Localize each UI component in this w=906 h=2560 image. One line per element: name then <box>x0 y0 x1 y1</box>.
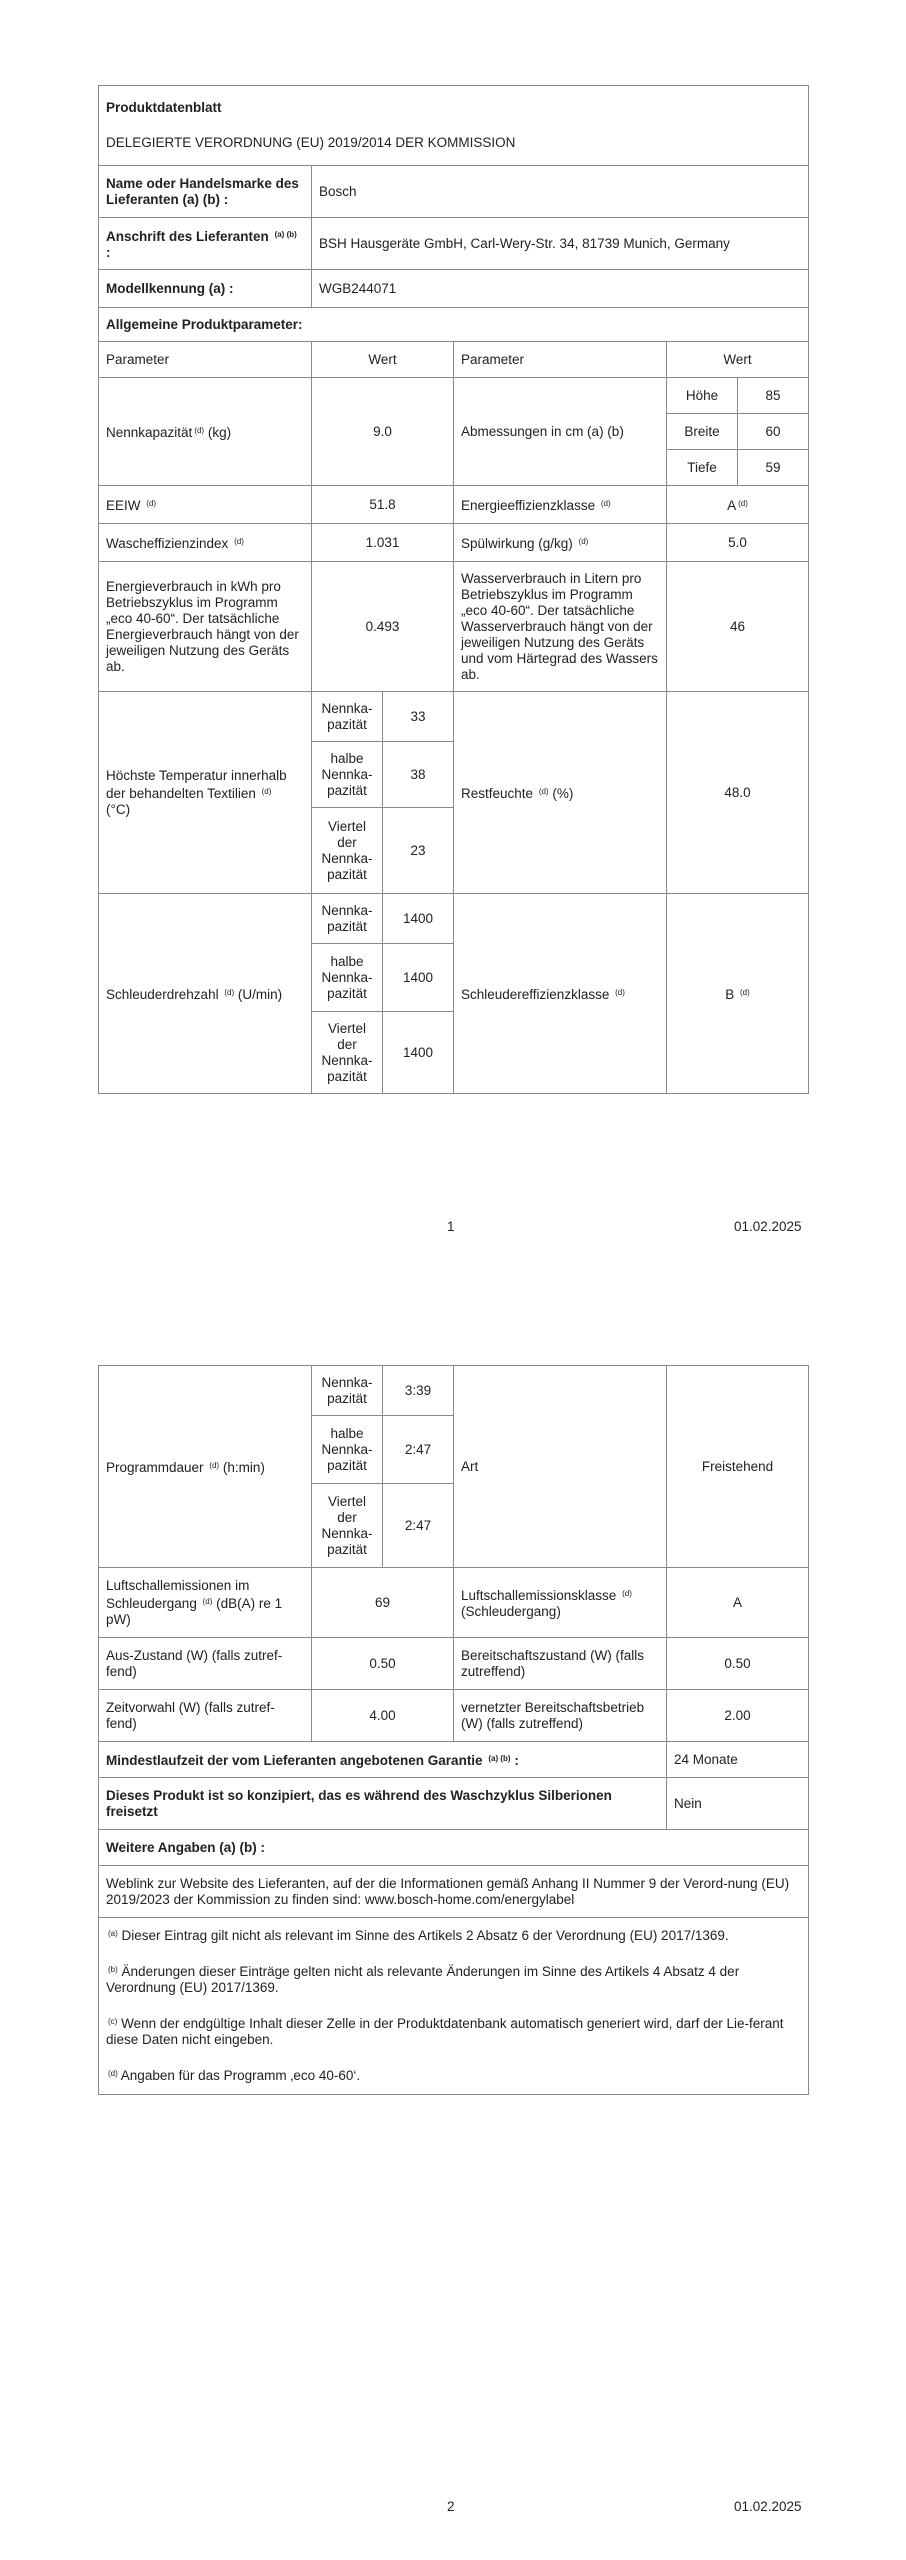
eeiw-label: EEIW $^{(d)}$ <box>99 486 312 524</box>
supplier-label: Name oder Handelsmarke des Lieferanten (a) (b) : <box>99 166 312 218</box>
spin-class-value: B $^{(d)}$ <box>667 894 809 1094</box>
duration-half-capacity-value: 2:47 <box>383 1416 454 1484</box>
silver-ions-value: Nein <box>667 1778 809 1830</box>
page-number: 1 <box>447 1219 455 1234</box>
spin-rated-capacity-value: 1400 <box>383 894 454 944</box>
model-value: WGB244071 <box>312 270 809 308</box>
rinsing-label: Spülwirkung (g/kg) $^{(d)}$ <box>454 524 667 562</box>
standby-value: 0.50 <box>667 1638 809 1690</box>
model-label: Modellkennung (a) : <box>99 270 312 308</box>
height-value: 85 <box>738 378 809 414</box>
spin-speed-label: Schleuderdrehzahl $^{(d)}$ (U/min) <box>99 894 312 1094</box>
temp-quarter-capacity-value: 23 <box>383 808 454 894</box>
footnote-mark: (a) (b) <box>274 229 297 239</box>
footnote-c: $^{(c)}$ Wenn der endgültige Inhalt dieser Zelle in der Produktdatenbank automatisch generiert wird, darf der Lie-ferant diese Daten nicht eingeben. <box>106 2016 784 2047</box>
col-header-value-2: Wert <box>667 342 809 378</box>
footnotes <box>99 1918 809 2095</box>
depth-label: Tiefe <box>667 450 738 486</box>
washing-efficiency-label: Wascheffizienzindex $^{(d)}$ <box>99 524 312 562</box>
warranty-value: 24 Monate <box>667 1742 809 1778</box>
rated-capacity-label: Nennkapazität $^{(d)}$ (kg) <box>99 378 312 486</box>
page-date: 01.02.2025 <box>734 2499 802 2514</box>
height-label: Höhe <box>667 378 738 414</box>
sheet-title: Produktdatenblatt <box>99 86 809 126</box>
standby-label: Bereitschaftszustand (W) (falls zutreffend) <box>454 1638 667 1690</box>
width-value: 60 <box>738 414 809 450</box>
eeiw-value: 51.8 <box>312 486 454 524</box>
energy-consumption-label: Energieverbrauch in kWh pro Betriebszyklus im Programm „eco 40-60“. Der tatsächliche Energieverbrauch hängt von der jeweiligen Nutzung des Geräts ab. <box>99 562 312 692</box>
program-duration-label: Programmdauer $^{(d)}$ (h:min) <box>99 1366 312 1568</box>
temp-half-capacity-label: halbe Nennka-pazität <box>312 742 383 808</box>
warranty-label: Mindestlaufzeit der vom Lieferanten angebotenen Garantie $^{(a) (b)}$ : <box>99 1742 667 1778</box>
energy-class-label: Energieeffizienzklasse $^{(d)}$ <box>454 486 667 524</box>
duration-quarter-capacity-label: Viertel der Nennka-pazität <box>312 1484 383 1568</box>
duration-half-capacity-label: halbe Nennka-pazität <box>312 1416 383 1484</box>
dimensions-label: Abmessungen in cm (a) (b) <box>454 378 667 486</box>
residual-moisture-label: Restfeuchte $^{(d)}$ (%) <box>454 692 667 894</box>
delay-start-value: 4.00 <box>312 1690 454 1742</box>
sheet-subtitle: DELEGIERTE VERORDNUNG (EU) 2019/2014 DER KOMMISSION <box>99 126 809 166</box>
footnote-b: $^{(b)}$ Änderungen dieser Einträge gelten nicht als relevante Änderungen im Sinne des Artikels 4 Absatz 4 der Verordnung (EU) 2017/1369. <box>106 1964 740 1995</box>
further-info-heading: Weitere Angaben (a) (b) : <box>99 1830 809 1866</box>
temp-half-capacity-value: 38 <box>383 742 454 808</box>
max-temperature-label: Höchste Temperatur innerhalb der behandelten Textilien $^{(d)}$ (°C) <box>99 692 312 894</box>
silver-ions-label: Dieses Produkt ist so konzipiert, das es während des Waschzyklus Silberionen freisetzt <box>99 1778 667 1830</box>
energy-consumption-value: 0.493 <box>312 562 454 692</box>
duration-rated-capacity-value: 3:39 <box>383 1366 454 1416</box>
rinsing-value: 5.0 <box>667 524 809 562</box>
duration-rated-capacity-label: Nennka-pazität <box>312 1366 383 1416</box>
product-data-sheet-table-1 <box>98 85 809 1094</box>
address-value: BSH Hausgeräte GmbH, Carl-Wery-Str. 34, 81739 Munich, Germany <box>312 218 809 270</box>
page-date: 01.02.2025 <box>734 1219 802 1234</box>
noise-class-value: A <box>667 1568 809 1638</box>
col-header-parameter-2: Parameter <box>454 342 667 378</box>
water-consumption-label: Wasserverbrauch in Litern pro Betriebszyklus im Programm „eco 40-60“. Der tatsächliche Wasserverbrauch hängt von der jeweiligen Nutzung des Geräts und vom Härtegrad des Wassers ab. <box>454 562 667 692</box>
depth-value: 59 <box>738 450 809 486</box>
off-mode-label: Aus-Zustand (W) (falls zutref-fend) <box>99 1638 312 1690</box>
spin-rated-capacity-label: Nennka-pazität <box>312 894 383 944</box>
off-mode-value: 0.50 <box>312 1638 454 1690</box>
noise-emission-value: 69 <box>312 1568 454 1638</box>
residual-moisture-value: 48.0 <box>667 692 809 894</box>
noise-emission-label: Luftschallemissionen im Schleudergang $^{(d)}$ (dB(A) re 1 pW) <box>99 1568 312 1638</box>
spin-class-label: Schleudereffizienzklasse $^{(d)}$ <box>454 894 667 1094</box>
page-number: 2 <box>447 2499 455 2514</box>
col-header-value: Wert <box>312 342 454 378</box>
spin-quarter-capacity-label: Viertel der Nennka-pazität <box>312 1012 383 1094</box>
water-consumption-value: 46 <box>667 562 809 692</box>
networked-standby-label: vernetzter Bereitschaftsbetrieb (W) (falls zutreffend) <box>454 1690 667 1742</box>
supplier-value: Bosch <box>312 166 809 218</box>
page-2 <box>0 1280 906 2560</box>
col-header-parameter: Parameter <box>99 342 312 378</box>
duration-quarter-capacity-value: 2:47 <box>383 1484 454 1568</box>
delay-start-label: Zeitvorwahl (W) (falls zutref-fend) <box>99 1690 312 1742</box>
footnote-d: $^{(d)}$ Angaben für das Programm ‚eco 40-60‘. <box>108 2068 361 2083</box>
washing-efficiency-value: 1.031 <box>312 524 454 562</box>
width-label: Breite <box>667 414 738 450</box>
general-parameters-heading: Allgemeine Produktparameter: <box>99 308 809 342</box>
footnote-a: $^{(a)}$ Dieser Eintrag gilt nicht als relevant im Sinne des Artikels 2 Absatz 6 der Verordnung (EU) 2017/1369. <box>108 1928 729 1943</box>
address-label: Anschrift des Lieferanten $^{(a) (b)}$ : <box>99 218 312 270</box>
noise-class-label: Luftschallemissionsklasse $^{(d)}$ (Schleudergang) <box>454 1568 667 1638</box>
spin-half-capacity-value: 1400 <box>383 944 454 1012</box>
spin-quarter-capacity-value: 1400 <box>383 1012 454 1094</box>
energy-class-value: A $^{(d)}$ <box>667 486 809 524</box>
temp-rated-capacity-label: Nennka-pazität <box>312 692 383 742</box>
spin-half-capacity-label: halbe Nennka-pazität <box>312 944 383 1012</box>
temp-rated-capacity-value: 33 <box>383 692 454 742</box>
type-value: Freistehend <box>667 1366 809 1568</box>
weblink-info: Weblink zur Website des Lieferanten, auf der die Informationen gemäß Anhang II Nummer 9 der Verord-nung (EU) 2019/2023 der Kommission zu finden sind: www.bosch-home.com/energylabel <box>99 1866 809 1918</box>
temp-quarter-capacity-label: Viertel der Nennka-pazität <box>312 808 383 894</box>
type-label: Art <box>454 1366 667 1568</box>
networked-standby-value: 2.00 <box>667 1690 809 1742</box>
product-data-sheet-table-2 <box>98 1365 809 2095</box>
rated-capacity-value: 9.0 <box>312 378 454 486</box>
